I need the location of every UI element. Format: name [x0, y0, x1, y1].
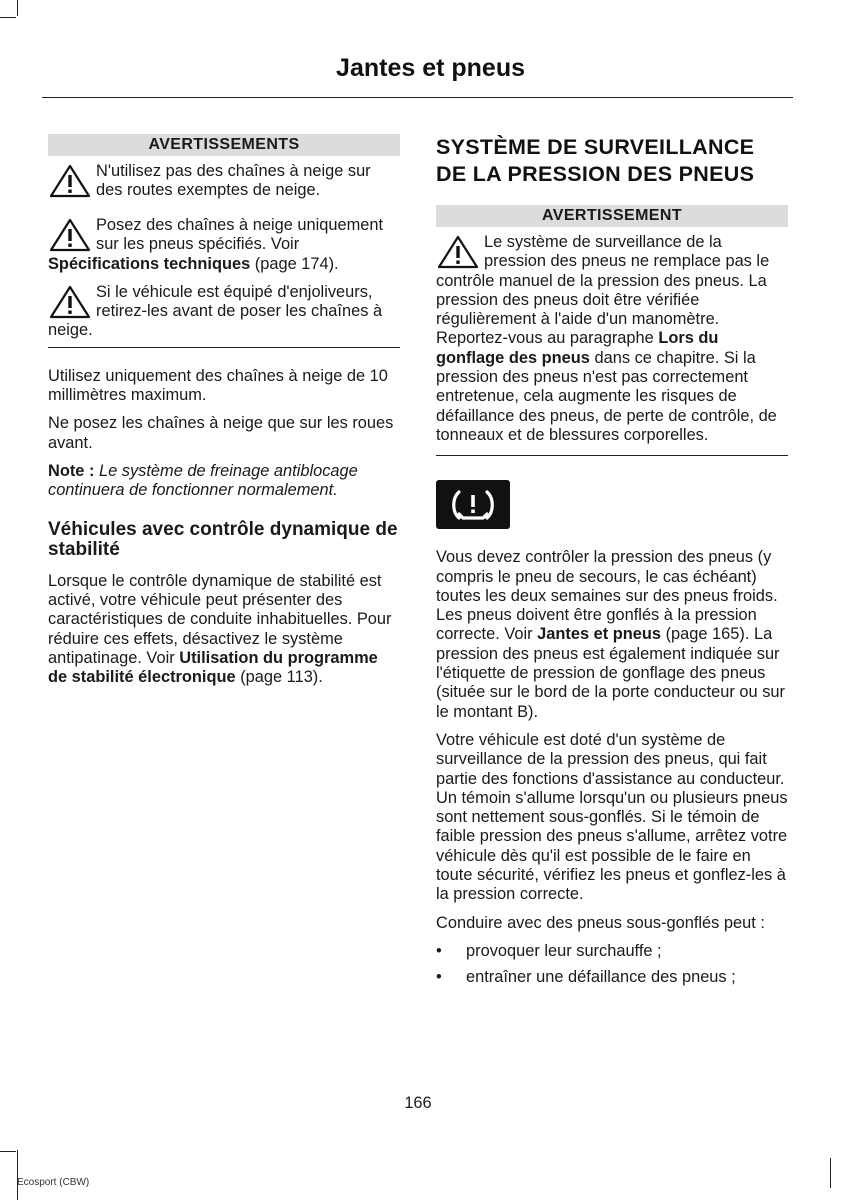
list-item [436, 942, 788, 961]
crop-mark [17, 0, 18, 16]
note-label: Note : [48, 462, 95, 481]
title-rule [42, 97, 793, 98]
note-text: Le système de freinage antiblocage continuera de fonctionner normalement. [48, 462, 358, 500]
warning-item [48, 162, 400, 208]
stability-program-link[interactable]: Utilisation du programme de stabilité électronique [48, 648, 378, 687]
page-number: 166 [404, 1094, 432, 1112]
paragraph: Utilisez uniquement des chaînes à neige de 10 millimètres maximum. [48, 366, 388, 405]
wheels-tyres-link[interactable]: Jantes et pneus [537, 625, 662, 644]
paragraph: Ne posez les chaînes à neige que sur les roues avant. [48, 414, 394, 452]
paragraph-text: (page 165). La pression des pneus est également indiquée sur l'étiquette de pression de gonflage des pneus (située sur le bord de la porte conducteur ou sur le montant B). [436, 625, 785, 721]
divider [436, 455, 788, 456]
paragraph-text: Lorsque le contrôle dynamique de stabilité est activé, votre véhicule peut présenter des caractéristiques de conduite inhabituelles. Pour réduire ces effets, désactivez le système antipatinage. Voir [48, 571, 392, 667]
warning-text: Si le véhicule est équipé d'enjoliveurs, retirez-les avant de poser les chaînes à neige. [48, 282, 383, 340]
footer-model: Ecosport (CBW) [17, 1177, 90, 1188]
subheading: Véhicules avec contrôle dynamique de stabilité [48, 518, 398, 560]
warning-text: Posez des chaînes à neige uniquement sur les pneus spécifiés. Voir [96, 216, 384, 254]
crop-mark [830, 1158, 831, 1188]
left-column [48, 134, 400, 696]
list-item-text: entraîner une défaillance des pneus ; [466, 968, 736, 987]
warning-item [436, 233, 788, 445]
warning-triangle-icon [48, 164, 92, 198]
crop-mark [0, 17, 16, 18]
crop-mark [17, 1150, 18, 1200]
warning-heading: AVERTISSEMENT [436, 205, 788, 227]
warning-item [48, 283, 400, 341]
warning-item [48, 216, 400, 274]
bullet-mark: • [436, 941, 442, 960]
paragraph [48, 572, 400, 688]
crop-mark [0, 1151, 16, 1152]
list-item [436, 968, 788, 987]
specifications-link[interactable]: Spécifications techniques [48, 254, 251, 273]
paragraph: Conduire avec des pneus sous-gonflés peut : [436, 913, 765, 932]
divider [48, 347, 400, 348]
warning-triangle-icon [48, 218, 92, 252]
inflation-link[interactable]: Lors du gonflage des pneus [436, 329, 719, 367]
warning-triangle-icon [48, 285, 92, 319]
warning-text: dans ce chapitre. Si la pression des pneus n'est pas correctement entretenue, cela augmente les risques de défaillance des pneus, de perte de contrôle, de tonneaux et de blessures corporelles. [436, 348, 777, 444]
warning-triangle-icon [436, 235, 480, 269]
page-title: Jantes et pneus [336, 54, 525, 82]
page-reference: (page 113). [240, 668, 323, 687]
tire-pressure-warning-icon [436, 480, 510, 529]
tire-pressure-symbol [449, 488, 497, 522]
bullet-mark: • [436, 968, 442, 987]
section-heading: SYSTÈME DE SURVEILLANCE DE LA PRESSION DES PNEUS [436, 135, 755, 186]
warning-text: N'utilisez pas des chaînes à neige sur des routes exemptes de neige. [96, 162, 371, 200]
warnings-heading: AVERTISSEMENTS [48, 134, 400, 156]
paragraph: Votre véhicule est doté d'un système de surveillance de la pression des pneus, qui fait partie des fonctions d'assistance au conducteur. Un témoin s'allume lorsqu'un ou plusieurs pneus sont nettement sous-gonflés. Si le témoin de faible pression des pneus s'allume, arrêtez votre véhicule dès qu'il est possible de le faire en toute sécurité, vérifiez les pneus et gonflez-les à la pression correcte. [436, 730, 788, 904]
page-reference: (page 174). [254, 254, 339, 273]
paragraph-text: Vous devez contrôler la pression des pneus (y compris le pneu de secours, le cas échéant) toutes les deux semaines sur des pneus froids. Les pneus doivent être gonflés à la pression correcte. Voir [436, 548, 778, 644]
right-column [436, 134, 788, 995]
note [48, 462, 400, 501]
paragraph [436, 548, 788, 722]
list-item-text: provoquer leur surchauffe ; [466, 941, 662, 960]
warning-text: Le système de surveillance de la pression des pneus ne remplace pas le contrôle manuel de la pression des pneus. La pression des pneus doit être vérifiée régulièrement à l'aide d'un manomètre. Reportez-vous au paragraphe [436, 233, 770, 348]
